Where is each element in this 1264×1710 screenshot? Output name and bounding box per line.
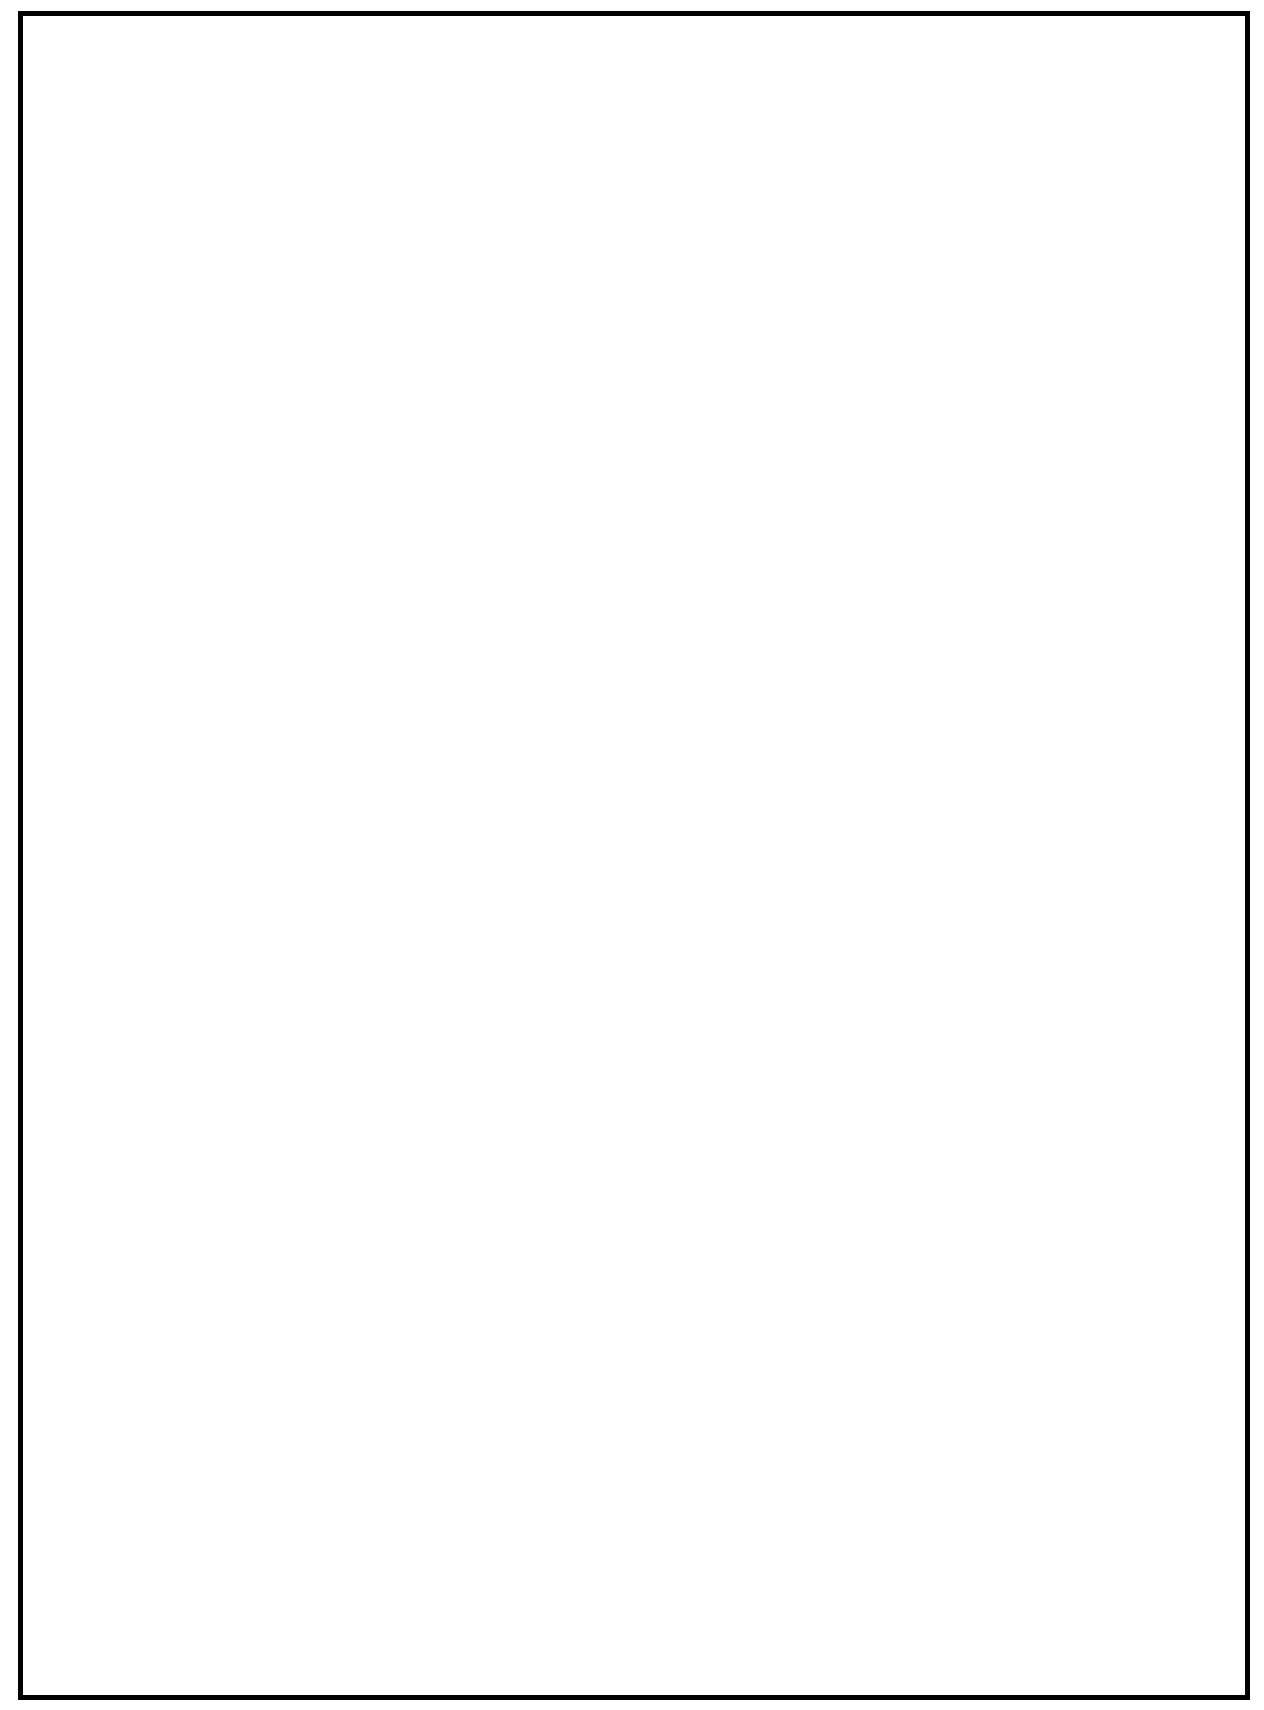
pin-assignment-table: [18, 11, 1250, 1700]
